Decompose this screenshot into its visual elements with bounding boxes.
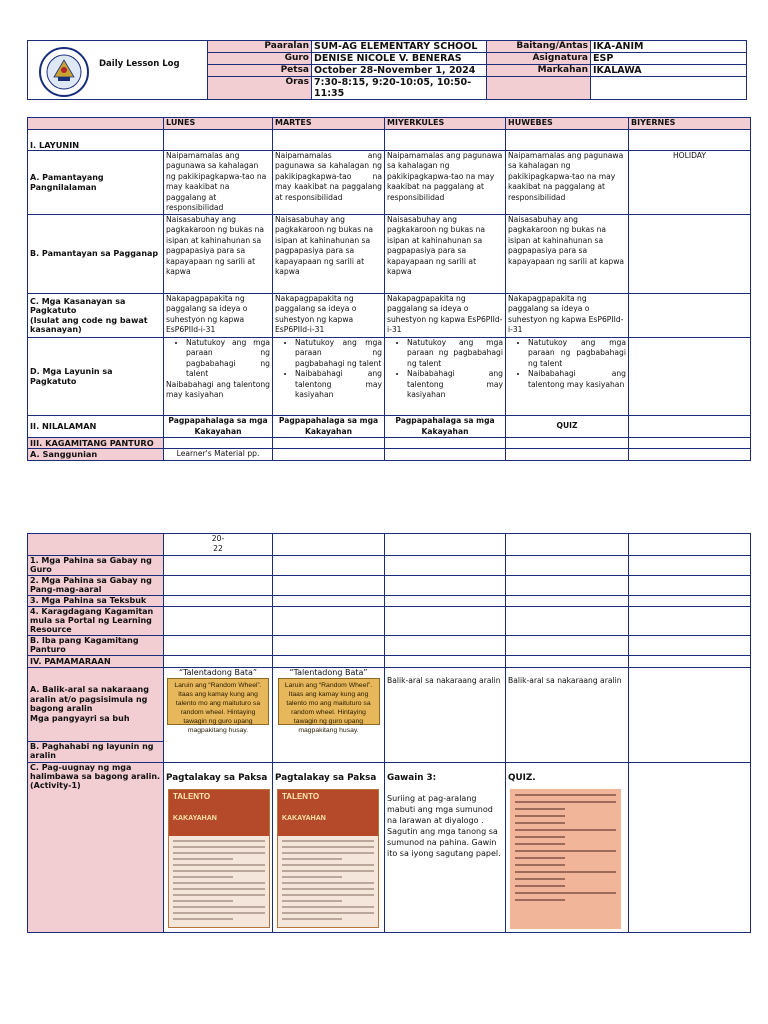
- deped-seal-icon: [34, 46, 94, 98]
- quarter-value: IKALAWA: [591, 65, 747, 77]
- time-label: Oras: [208, 77, 312, 100]
- row-gabay-guro: 1. Mga Pahina sa Gabay ng Guro: [28, 555, 164, 575]
- gawain3-heading: Gawain 3:: [387, 772, 437, 783]
- cell-nilalaman: Pagpapahalaga sa mga Kakayahan: [164, 416, 273, 438]
- cell-objectives: [506, 338, 629, 416]
- row-iba-pang-kagamitan: B. Iba pang Kagamitang Panturo: [28, 635, 164, 655]
- cell-quiz-label: QUIZ: [506, 416, 629, 438]
- lesson-slide-image: [277, 789, 379, 928]
- day-header-lunes: LUNES: [164, 118, 273, 130]
- row-balik-aral: A. Balik-aral sa nakaraang aralin at/o pagsisimula ng bagong aralin Mga pangyayri sa buh: [28, 667, 164, 741]
- cell-nilalaman: Pagpapahalaga sa mga Kakayahan: [273, 416, 385, 438]
- day-header-martes: MARTES: [273, 118, 385, 130]
- slide-title-kakayahan: KAKAYAHAN: [173, 815, 217, 823]
- cell-pagganap: Naisasabuhay ang pagkakaroon ng bukas na isipan at kahinahunan sa pagpapasiya para sa kapayapaan ng sarili at kapwa: [385, 215, 506, 294]
- lesson-table-part1: [27, 117, 751, 461]
- row-gabay-aaral: 2. Mga Pahina sa Gabay ng Pang-mag-aaral: [28, 575, 164, 595]
- objective-item: Naibabahagi ang talentong may kasiyahan: [166, 379, 270, 400]
- row-pamamaraan: IV. PAMAMARAAN: [28, 655, 164, 667]
- random-wheel-image: Laruin ang “Random Wheel”. Itaas ang kamay kung ang talento mo ang maituturo sa random wheel. Hintaying tawagin ng guro upang magpakitang husay.: [167, 678, 269, 725]
- cell-pangnilalaman: Naipamamalas ang pagunawa sa kahalagan ng pakikipagkapwa-tao na may kaakibat na paggalang at responsibilidad: [506, 151, 629, 215]
- holiday-label: HOLIDAY: [629, 151, 751, 215]
- slide-title-talento: TALENTO: [282, 792, 320, 802]
- subject-label: Asignatura: [487, 53, 591, 65]
- cell-activity-wheel: [164, 667, 273, 762]
- objective-item: • Natutukoy ang mga paraan ng pagbabahagi ng talent: [528, 338, 626, 369]
- objective-item: • Natutukoy ang mga paraan ng pagbabahagi ng talent: [407, 338, 503, 369]
- cell-quiz: [506, 762, 629, 932]
- teacher-label: Guro: [208, 53, 312, 65]
- slide-title-kakayahan: KAKAYAHAN: [282, 815, 326, 823]
- row-layunin-pagkatuto: D. Mga Layunin sa Pagkatuto: [28, 338, 164, 416]
- cell-balik-aral: Balik-aral sa nakaraang aralin: [506, 667, 629, 762]
- cell-kasanayan: Nakapagpapakita ng paggalang sa ideya o suhestyon ng kapwa EsP6PIId-i-31: [506, 294, 629, 338]
- teacher-value: DENISE NICOLE V. BENERAS: [312, 53, 487, 65]
- activity-caption: “Talentadong Bata”: [178, 667, 258, 677]
- cell-pagtalakay: [164, 762, 273, 932]
- grade-label: Baitang/Antas: [487, 41, 591, 53]
- logo-cell: [28, 41, 208, 100]
- time-value: 7:30-8:15, 9:20-10:05, 10:50-11:35: [312, 77, 487, 100]
- cell-kasanayan: Nakapagpapakita ng paggalang sa ideya o suhestyon ng kapwa EsP6PIId-i-31: [385, 294, 506, 338]
- school-label: Paaralan: [208, 41, 312, 53]
- school-value: SUM-AG ELEMENTARY SCHOOL: [312, 41, 487, 53]
- objective-item: • Naibabahagi ang talentong may kasiyahan: [528, 369, 626, 390]
- objective-item: • Naibabahagi ang talentong may kasiyahan: [407, 369, 503, 400]
- row-sanggunian: A. Sanggunian: [28, 449, 164, 460]
- row-nilalaman: II. NILALAMAN: [28, 416, 164, 438]
- cell-pages-continued: 20- 22: [164, 534, 273, 556]
- cell-balik-aral: Balik-aral sa nakaraang aralin: [385, 667, 506, 762]
- day-header-miyerkules: MIYERKULES: [385, 118, 506, 130]
- row-layunin: I. LAYUNIN: [28, 130, 164, 151]
- grade-value: IKA-ANIM: [591, 41, 747, 53]
- cell-nilalaman: Pagpapahalaga sa mga Kakayahan: [385, 416, 506, 438]
- cell-activity-wheel: [273, 667, 385, 762]
- pagtalakay-heading: Pagtalakay sa Paksa: [166, 772, 268, 783]
- quiz-heading: QUIZ.: [508, 772, 536, 783]
- date-value: October 28-November 1, 2024: [312, 65, 487, 77]
- cell-pangnilalaman: Naipamamalas ang pagunawa sa kahalagan ng pakikipagkapwa-tao na may kaakibat na paggalang at responsibilidad: [164, 151, 273, 215]
- cell-kasanayan: Nakapagpapakita ng paggalang sa ideya o suhestyon ng kapwa EsP6PIId-i-31: [164, 294, 273, 338]
- cell-pagganap: Naisasabuhay ang pagkakaroon ng bukas na isipan at kahinahunan sa pagpapasiya para sa kapayapaan ng sarili at kapwa: [164, 215, 273, 294]
- day-header-biyernes: BIYERNES: [629, 118, 751, 130]
- row-kagamitang-panturo: III. KAGAMITANG PANTURO: [28, 438, 164, 449]
- cell-kasanayan: Nakapagpapakita ng paggalang sa ideya o suhestyon ng kapwa EsP6PIId-i-31: [273, 294, 385, 338]
- random-wheel-image: Laruin ang “Random Wheel”. Itaas ang kamay kung ang talento mo ang maituturo sa random wheel. Hintaying tawagin ng guro upang magpakitang husay.: [278, 678, 380, 725]
- page-title: Daily Lesson Log: [99, 59, 180, 69]
- cell-pangnilalaman: Naipamamalas ang pagunawa sa kahalagan ng pakikipagkapwa-tao na may kaakibat na paggalang at responsibilidad: [385, 151, 506, 215]
- objective-item: • Natutukoy ang mga paraan ng pagbabahagi ng talent: [295, 338, 382, 369]
- cell-sanggunian: Learner's Material pp.: [164, 449, 273, 460]
- lesson-table-part2: [27, 533, 751, 933]
- slide-title-talento: TALENTO: [173, 792, 211, 802]
- lesson-log-header: [27, 40, 747, 100]
- cell-pagganap: Naisasabuhay ang pagkakaroon ng bukas na isipan at kahinahunan sa pagpapasiya para sa kapayapaan ng sarili at kapwa: [506, 215, 629, 294]
- row-pag-uugnay: C. Pag-uugnay ng mga halimbawa sa bagong aralin. (Activity-1): [28, 762, 164, 932]
- row-paghahabi: B. Paghahabi ng layunin ng aralin: [28, 741, 164, 762]
- date-label: Petsa: [208, 65, 312, 77]
- row-lr-portal: 4. Karagdagang Kagamitan mula sa Portal ng Learning Resource: [28, 606, 164, 635]
- quiz-image: [510, 789, 621, 929]
- row-pamantayan-pagganap: B. Pamantayan sa Pagganap: [28, 215, 164, 294]
- cell-objectives: [385, 338, 506, 416]
- gawain3-instructions: Suriing at pag-aralang mabuti ang mga sumunod na larawan at diyalogo . Sagutin ang mga tanong sa sumunod na pahina. Gawin ito sa iyong sagutang papel.: [387, 794, 501, 859]
- lesson-slide-image: [168, 789, 270, 928]
- subject-value: ESP: [591, 53, 747, 65]
- cell-objectives: [273, 338, 385, 416]
- cell-objectives: [164, 338, 273, 416]
- activity-caption: “Talentadong Bata”: [289, 667, 368, 677]
- cell-pagtalakay: [273, 762, 385, 932]
- day-header-huwebes: HUWEBES: [506, 118, 629, 130]
- pagtalakay-heading: Pagtalakay sa Paksa: [275, 772, 377, 783]
- objective-item: • Natutukoy ang mga paraan ng pagbabahagi ng talent: [186, 338, 270, 380]
- row-kasanayan: C. Mga Kasanayan sa Pagkatuto (Isulat ang code ng bawat kasanayan): [28, 294, 164, 338]
- row-pamantayang-pangnilalaman: A. Pamantayang Pangnilalaman: [28, 151, 164, 215]
- cell-pangnilalaman: Naipamamalas ang pagunawa sa kahalagan ng pakikipagkapwa-tao na may kaakibat na paggalang at responsibilidad: [273, 151, 385, 215]
- objective-item: • Naibabahagi ang talentong may kasiyahan: [295, 369, 382, 400]
- cell-pagganap: Naisasabuhay ang pagkakaroon ng bukas na isipan at kahinahunan sa pagpapasiya para sa kapayapaan ng sarili at kapwa: [273, 215, 385, 294]
- quarter-label: Markahan: [487, 65, 591, 77]
- row-teksbuk: 3. Mga Pahina sa Teksbuk: [28, 595, 164, 606]
- cell-gawain3: [385, 762, 506, 932]
